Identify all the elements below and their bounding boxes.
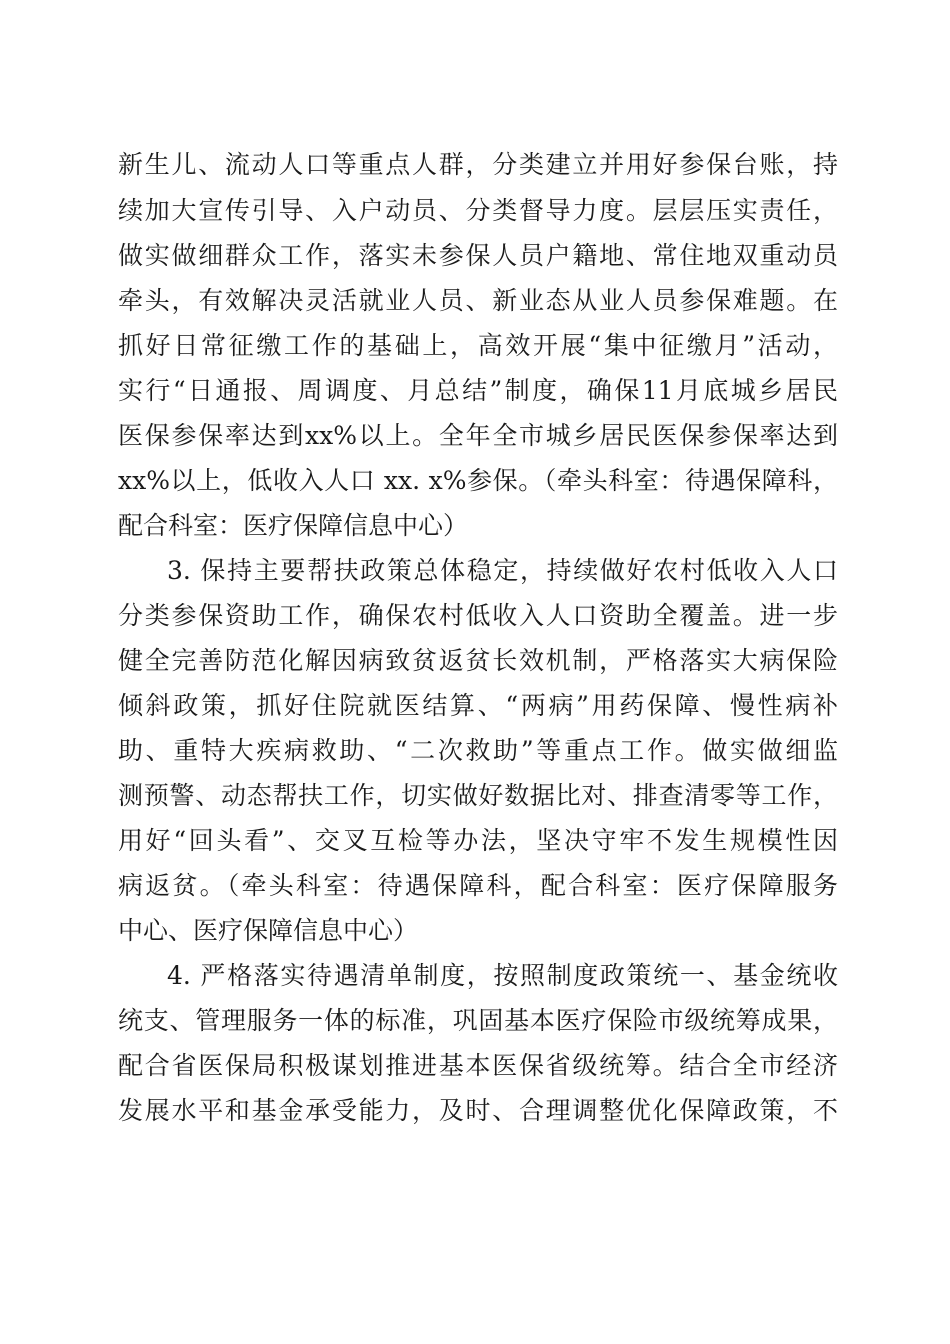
text-line: 配合省医保局积极谋划推进基本医保省级统筹。结合全市经济 <box>118 1051 838 1080</box>
text-line: 续加大宣传引导、入户动员、分类督导力度。层层压实责任， <box>118 196 838 225</box>
text-line: 分类参保资助工作，确保农村低收入人口资助全覆盖。进一步 <box>118 601 838 630</box>
text-line: 实行“日通报、周调度、月总结”制度，确保11月底城乡居民 <box>118 376 838 405</box>
text-line: 中心、医疗保障信息中心） <box>118 916 419 945</box>
text-line: 医保参保率达到xx%以上。全年全市城乡居民医保参保率达到 <box>118 421 838 450</box>
text-line: 倾斜政策，抓好住院就医结算、“两病”用药保障、慢性病补 <box>118 691 838 720</box>
text-line: 测预警、动态帮扶工作，切实做好数据比对、排查清零等工作， <box>118 781 838 810</box>
text-line: 发展水平和基金承受能力，及时、合理调整优化保障政策，不 <box>118 1096 838 1125</box>
text-line: xx%以上，低收入人口 xx. x%参保。（牵头科室：待遇保障科， <box>118 466 838 495</box>
text-line: 统支、管理服务一体的标准，巩固基本医疗保险市级统筹成果， <box>118 1006 838 1035</box>
text-line: 新生儿、流动人口等重点人群，分类建立并用好参保台账，持 <box>118 150 838 179</box>
text-line: 病返贫。（牵头科室：待遇保障科，配合科室：医疗保障服务 <box>118 871 838 900</box>
text-line: 助、重特大疾病救助、“二次救助”等重点工作。做实做细监 <box>118 736 838 765</box>
paragraph-4-first-line: 4. 严格落实待遇清单制度，按照制度政策统一、基金统收 <box>167 961 838 990</box>
text-line: 配合科室：医疗保障信息中心） <box>118 511 469 540</box>
text-line: 做实做细群众工作，落实未参保人员户籍地、常住地双重动员 <box>118 241 838 270</box>
paragraph-3-first-line: 3. 保持主要帮扶政策总体稳定，持续做好农村低收入人口 <box>167 556 838 585</box>
text-line: 用好“回头看”、交叉互检等办法，坚决守牢不发生规模性因 <box>118 826 838 855</box>
text-line: 健全完善防范化解因病致贫返贫长效机制，严格落实大病保险 <box>118 646 838 675</box>
text-line: 牵头，有效解决灵活就业人员、新业态从业人员参保难题。在 <box>118 286 838 315</box>
text-line: 抓好日常征缴工作的基础上，高效开展“集中征缴月”活动， <box>118 331 838 360</box>
